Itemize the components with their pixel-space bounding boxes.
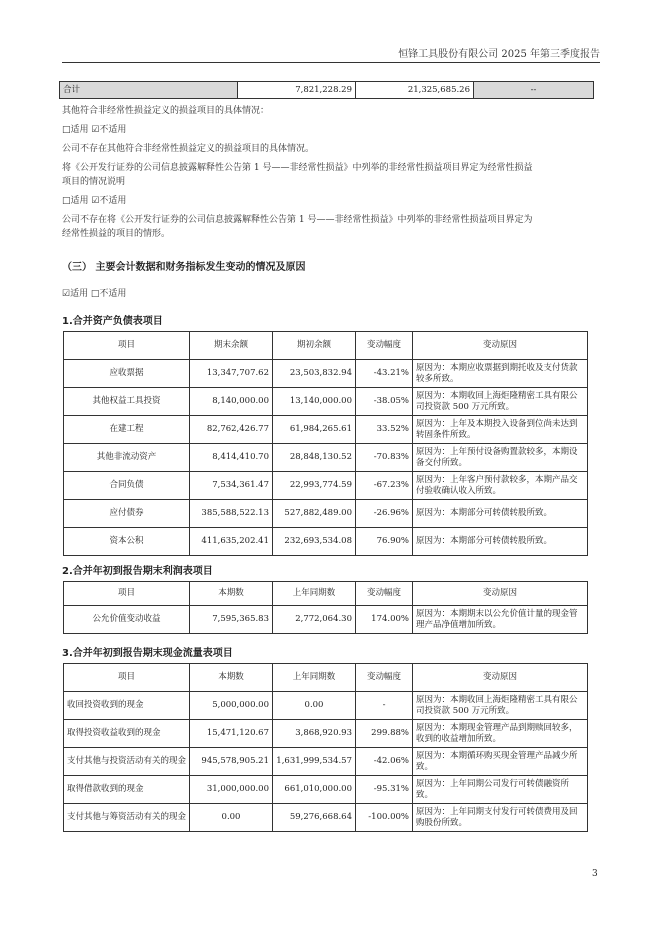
row-item: 应付债券 [64,500,190,528]
header-begin-balance: 期初余额 [273,332,356,360]
table-row [64,472,588,500]
header-prior-period: 上年同期数 [273,582,356,606]
row-begin-balance: 527,882,489.00 [273,500,356,528]
row-change-rate: -38.05% [356,388,413,416]
header-divider [62,62,600,63]
header-current-period: 本期数 [190,664,273,692]
header-end-balance: 期末余额 [190,332,273,360]
header-reason: 变动原因 [413,582,588,606]
row-change-rate: -95.31% [356,776,413,804]
row-reason: 原因为：上年同期公司发行可转债融资所致。 [413,776,588,804]
row-change-rate: 174.00% [356,606,413,634]
row-item: 收回投资收到的现金 [64,692,190,720]
row-reason: 原因为：本期收回上海炬隆精密工具有限公司投资款 500 万元所致。 [413,388,588,416]
row-change-rate: -26.96% [356,500,413,528]
section-3-title: （三） 主要会计数据和财务指标发生变动的情况及原因 [62,262,306,273]
row-begin-balance: 13,140,000.00 [273,388,356,416]
reclassification-statement-line2: 经常性损益的项目的情形。 [62,229,171,239]
total-label: 合计 [60,82,238,99]
row-change-rate: -70.83% [356,444,413,472]
row-current-period: 0.00 [190,804,273,832]
table-row [64,804,588,832]
row-begin-balance: 61,984,265.61 [273,416,356,444]
reclassification-heading-line1: 将《公开发行证券的公司信息披露解释性公告第 1 号——非经常性损益》中列举的非经常性损益项目界定为经常性损益 [62,163,533,173]
row-item: 其他非流动资产 [64,444,190,472]
cash-flow-title: 3.合并年初到报告期末现金流量表项目 [62,648,233,659]
row-prior-period: 661,010,000.00 [273,776,356,804]
row-change-rate: -100.00% [356,804,413,832]
reclassification-heading-line2: 项目的情况说明 [62,177,126,187]
row-current-period: 5,000,000.00 [190,692,273,720]
header-current-period: 本期数 [190,582,273,606]
section-3-check: ☑适用 □不适用 [62,289,127,299]
table-header-row [64,332,588,360]
row-current-period: 15,471,120.67 [190,720,273,748]
balance-sheet-title: 1.合并资产负债表项目 [62,316,163,327]
row-item: 其他权益工具投资 [64,388,190,416]
row-end-balance: 13,347,707.62 [190,360,273,388]
row-reason: 原因为：上年客户预付款较多，本期产品交付验收确认收入所致。 [413,472,588,500]
total-table [59,81,594,99]
header-change-rate: 变动幅度 [356,664,413,692]
row-reason: 原因为：上年及本期投入设备到位尚未达到转固条件所致。 [413,416,588,444]
row-item: 在建工程 [64,416,190,444]
page-number: 3 [592,869,598,879]
row-item: 支付其他与筹资活动有关的现金 [64,804,190,832]
row-end-balance: 82,762,426.77 [190,416,273,444]
header-change-rate: 变动幅度 [356,332,413,360]
header-item: 项目 [64,664,190,692]
row-end-balance: 8,140,000.00 [190,388,273,416]
other-items-statement: 公司不存在其他符合非经常性损益定义的损益项目的具体情况。 [62,144,315,154]
balance-sheet-table [63,331,588,556]
row-item: 合同负债 [64,472,190,500]
row-item: 资本公积 [64,528,190,556]
row-begin-balance: 232,693,534.08 [273,528,356,556]
header-item: 项目 [64,332,190,360]
row-reason: 原因为：本期期末以公允价值计量的现金管理产品净值增加所致。 [413,606,588,634]
header-prior-period: 上年同期数 [273,664,356,692]
report-header: 恒锋工具股份有限公司 2025 年第三季度报告 [398,49,600,60]
row-prior-period: 59,276,668.64 [273,804,356,832]
table-row [64,500,588,528]
row-reason: 原因为：本期现金管理产品到期赎回较多，收到的收益增加所致。 [413,720,588,748]
applicability-check-2: □适用 ☑不适用 [62,196,127,206]
income-statement-title: 2.合并年初到报告期末利润表项目 [62,566,213,577]
total-value-current: 7,821,228.29 [238,82,356,99]
row-reason: 原因为：本期循环购买现金管理产品减少所致。 [413,748,588,776]
row-reason: 原因为：上年同期支付发行可转债费用及回购股份所致。 [413,804,588,832]
table-header-row [64,664,588,692]
applicability-check-1: □适用 ☑不适用 [62,125,127,135]
row-item: 取得投资收益收到的现金 [64,720,190,748]
row-change-rate: 76.90% [356,528,413,556]
table-row [64,692,588,720]
reclassification-statement-line1: 公司不存在将《公开发行证券的公司信息披露解释性公告第 1 号——非经常性损益》中列举的非经常性损益项目界定为 [62,215,533,225]
cash-flow-table [63,663,588,832]
row-item: 应收票据 [64,360,190,388]
header-item: 项目 [64,582,190,606]
table-row [64,388,588,416]
row-change-rate: 33.52% [356,416,413,444]
total-value-note: -- [474,82,594,99]
row-change-rate: -43.21% [356,360,413,388]
row-begin-balance: 23,503,832.94 [273,360,356,388]
row-prior-period: 2,772,064.30 [273,606,356,634]
total-value-ytd: 21,325,685.26 [356,82,474,99]
row-reason: 原因为：本期部分可转债转股所致。 [413,500,588,528]
income-statement-table [63,581,588,634]
row-prior-period: 0.00 [273,692,356,720]
row-prior-period: 3,868,920.93 [273,720,356,748]
row-begin-balance: 22,993,774.59 [273,472,356,500]
table-row [64,416,588,444]
row-current-period: 945,578,905.21 [190,748,273,776]
table-header-row [64,582,588,606]
row-change-rate: 299.88% [356,720,413,748]
row-reason: 原因为：本期收回上海炬隆精密工具有限公司投资款 500 万元所致。 [413,692,588,720]
row-begin-balance: 28,848,130.52 [273,444,356,472]
row-item: 支付其他与投资活动有关的现金 [64,748,190,776]
header-change-rate: 变动幅度 [356,582,413,606]
row-prior-period: 1,631,999,534.57 [273,748,356,776]
table-row [64,748,588,776]
row-end-balance: 385,588,522.13 [190,500,273,528]
row-item: 公允价值变动收益 [64,606,190,634]
row-change-rate: -67.23% [356,472,413,500]
row-reason: 原因为：本期应收票据到期托收及支付货款较多所致。 [413,360,588,388]
row-reason: 原因为：上年预付设备购置款较多，本期设备交付所致。 [413,444,588,472]
table-row [64,720,588,748]
other-items-heading: 其他符合非经常性损益定义的损益项目的具体情况： [62,106,270,116]
row-current-period: 31,000,000.00 [190,776,273,804]
row-change-rate: -42.06% [356,748,413,776]
table-row [64,776,588,804]
header-reason: 变动原因 [413,332,588,360]
row-end-balance: 8,414,410.70 [190,444,273,472]
table-row [64,528,588,556]
header-reason: 变动原因 [413,664,588,692]
row-current-period: 7,595,365.83 [190,606,273,634]
row-change-rate: - [356,692,413,720]
row-item: 取得借款收到的现金 [64,776,190,804]
row-end-balance: 7,534,361.47 [190,472,273,500]
table-row [64,444,588,472]
table-row [64,360,588,388]
table-row [64,606,588,634]
row-reason: 原因为：本期部分可转债转股所致。 [413,528,588,556]
row-end-balance: 411,635,202.41 [190,528,273,556]
